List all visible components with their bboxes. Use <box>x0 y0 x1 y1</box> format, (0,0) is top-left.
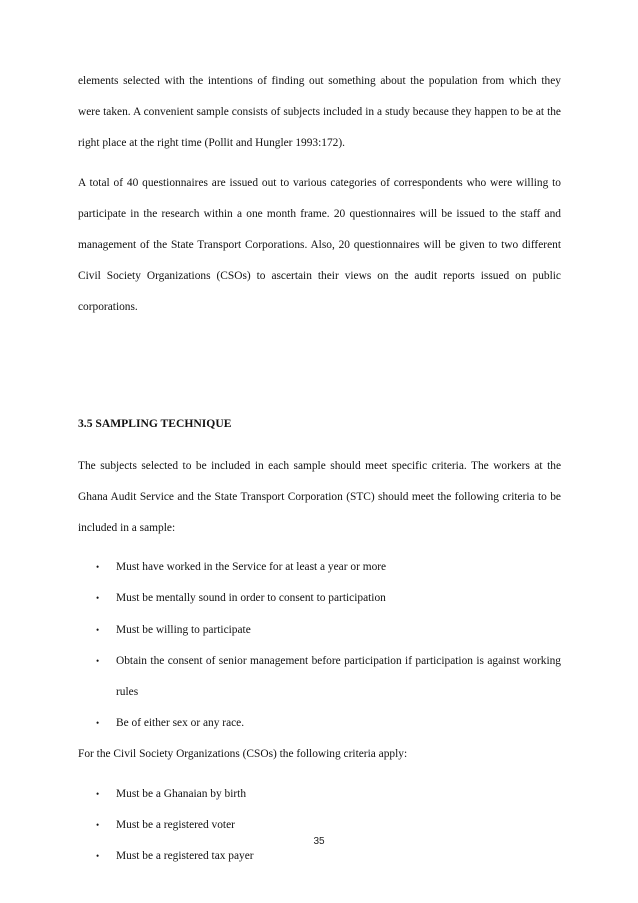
bullet-icon: • <box>96 624 100 635</box>
paragraph-sampling-definition: elements selected with the intentions of finding out something about the population from which they were taken. A convenient sample consists of subjects included in a study because they happen to be at the right place at the right time (Pollit and Hungler 1993:172). <box>78 75 561 150</box>
list-item <box>96 583 561 614</box>
list-item-text: Must be a Ghanaian by birth <box>116 787 247 800</box>
list-item-text: Must be a registered voter <box>116 818 235 831</box>
bullet-icon: • <box>96 851 100 862</box>
document-page <box>78 66 561 872</box>
list-item-text: Must have worked in the Service for at least a year or more <box>116 561 387 574</box>
list-item <box>96 552 561 583</box>
list-item-text: Be of either sex or any race. <box>116 717 245 730</box>
bullet-icon: • <box>96 718 100 729</box>
paragraph-cso-criteria-intro: For the Civil Society Organizations (CSOs) the following criteria apply: <box>78 748 408 761</box>
cso-criteria-list <box>78 779 561 873</box>
bullet-icon: • <box>96 593 100 604</box>
bullet-icon: • <box>96 788 100 799</box>
section-heading: 3.5 SAMPLING TECHNIQUE <box>78 416 232 430</box>
list-item-text: Must be a registered tax payer <box>116 850 254 863</box>
list-item <box>96 708 561 739</box>
list-item-text: Obtain the consent of senior management before participation if participation is against working rules <box>116 654 561 699</box>
list-item <box>96 615 561 646</box>
paragraph-questionnaires: A total of 40 questionnaires are issued out to various categories of correspondents who were willing to participate in the research within a one month frame. 20 questionnaires will be issued to the staff and management of the State Transport Corporations. Also, 20 questionnaires will be given to two different Civil Society Organizations (CSOs) to ascertain their views on the audit reports issued on public corporations. <box>78 176 561 314</box>
page-number: 35 <box>313 836 325 847</box>
bullet-icon: • <box>96 655 100 666</box>
bullet-icon: • <box>96 562 100 573</box>
list-item <box>96 779 561 810</box>
worker-criteria-list <box>78 552 561 739</box>
bullet-icon: • <box>96 819 100 830</box>
list-item-text: Must be willing to participate <box>116 623 251 636</box>
paragraph-sampling-technique: The subjects selected to be included in each sample should meet specific criteria. The workers at the Ghana Audit Service and the State Transport Corporation (STC) should meet the following criteria to be included in a sample: <box>78 459 561 535</box>
list-item <box>96 646 561 708</box>
list-item-text: Must be mentally sound in order to consent to participation <box>116 592 386 605</box>
